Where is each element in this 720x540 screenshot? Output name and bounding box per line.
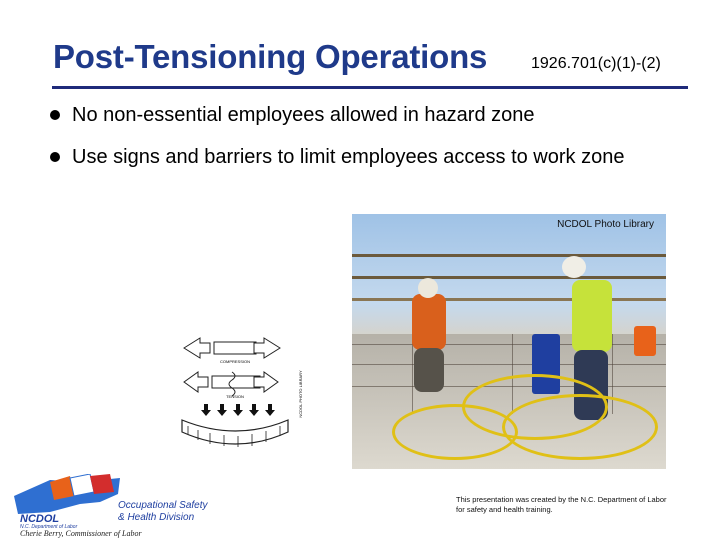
railing	[352, 276, 666, 279]
water-cooler	[634, 326, 656, 356]
diagram-label: COMPRESSION	[219, 359, 251, 364]
footer-note: This presentation was created by the N.C. Department of Labor for safety and health training.	[456, 495, 667, 514]
hydraulic-cable	[392, 404, 518, 460]
tension-arrows	[184, 372, 278, 396]
worker-orange-shirt	[412, 294, 446, 350]
worker-pants	[414, 348, 444, 392]
logo-subtext: N.C. Department of Labor	[20, 524, 78, 530]
railing	[352, 254, 666, 257]
slide-title: Post-Tensioning Operations	[53, 38, 488, 75]
regulation-citation: 1926.701(c)(1)-(2)	[531, 55, 661, 72]
load-arrows	[201, 404, 275, 416]
logo-org-name: Occupational Safety & Health Division	[118, 500, 208, 523]
bullet-text: No non-essential employees allowed in hazard zone	[72, 104, 535, 126]
diagram-side-label: NCDOL PHOTO LIBRARY	[298, 370, 303, 418]
worksite-photo	[352, 214, 666, 469]
bullet-icon	[50, 110, 60, 120]
compression-arrows	[184, 338, 280, 358]
hydraulic-cable	[502, 394, 658, 460]
diagram-label: TENSION	[226, 394, 244, 399]
worker-safety-vest	[572, 280, 612, 352]
bullet-text: Use signs and barriers to limit employees access to work zone	[72, 146, 625, 168]
title-divider	[52, 86, 688, 89]
hard-hat	[418, 278, 438, 298]
hard-hat	[562, 256, 586, 278]
logo-wordmark: NCDOL	[20, 513, 60, 525]
photo-credit: NCDOL Photo Library	[557, 219, 654, 230]
bullet-icon	[50, 152, 60, 162]
bullet-item	[50, 144, 650, 170]
commissioner-signature: Cherie Berry, Commissioner of Labor	[20, 529, 142, 538]
bullet-item	[50, 102, 650, 128]
post-tension-diagram	[180, 334, 308, 458]
railing	[352, 298, 666, 301]
